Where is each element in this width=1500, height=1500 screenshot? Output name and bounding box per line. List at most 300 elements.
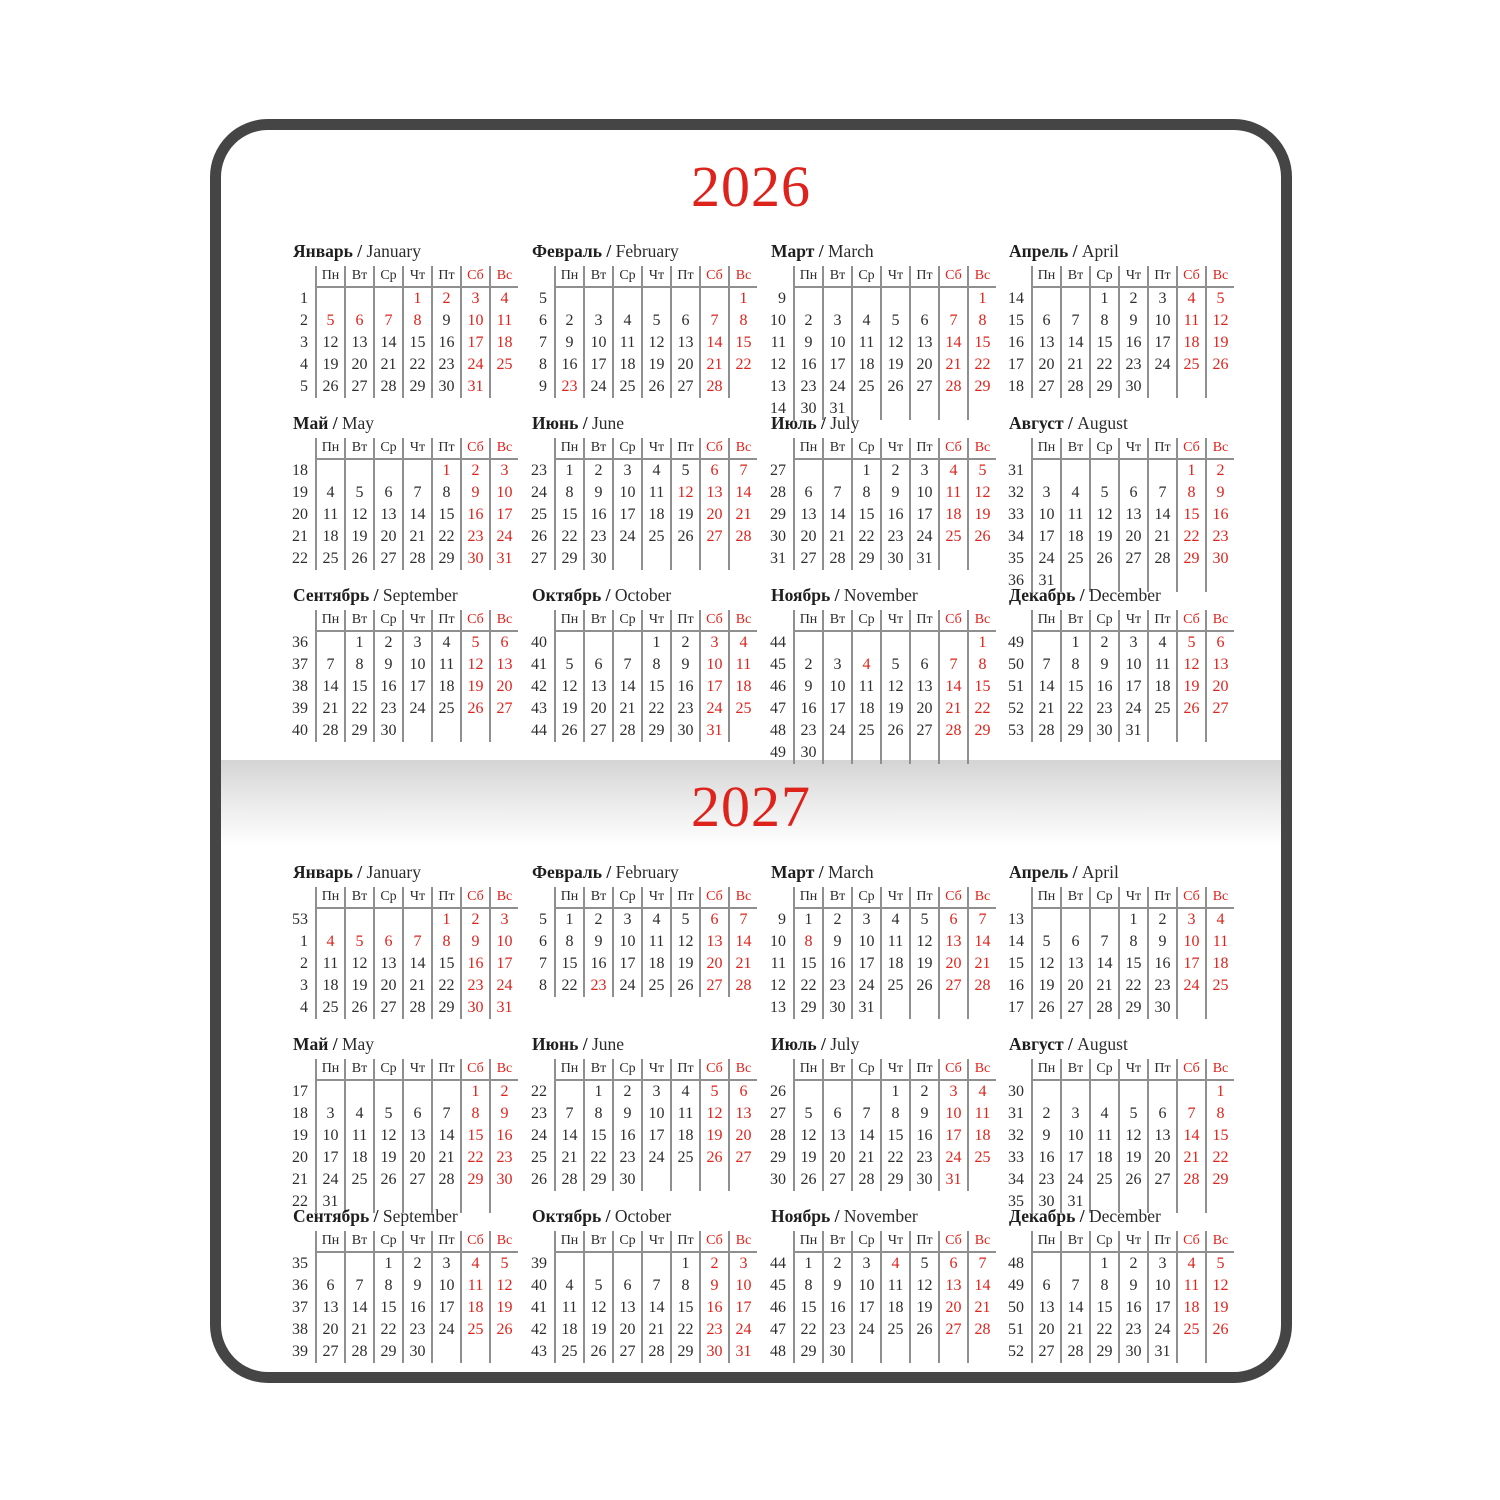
day-cell: 10 [938, 1103, 967, 1125]
day-cell: 3 [822, 654, 851, 676]
weekday-header: Пн [554, 610, 583, 632]
weekday-header: Ср [1089, 266, 1118, 288]
day-cell: 11 [880, 931, 909, 953]
month-title [769, 1033, 996, 1055]
day-cell [1060, 1081, 1089, 1103]
month-april-2027 [1007, 861, 1234, 1019]
day-cell: 26 [1089, 548, 1118, 570]
day-cell: 19 [1089, 526, 1118, 548]
day-cell: 30 [460, 548, 489, 570]
weekday-header: Вс [967, 1231, 996, 1253]
day-cell: 27 [315, 1341, 344, 1363]
day-cell: 1 [431, 909, 460, 931]
week-number: 11 [770, 955, 786, 972]
day-cell: 18 [315, 526, 344, 548]
day-cell: 1 [583, 1081, 612, 1103]
day-cell [793, 460, 822, 482]
week-number: 48 [770, 1343, 786, 1360]
day-cell: 11 [554, 1297, 583, 1319]
day-cell: 3 [1060, 1103, 1089, 1125]
day-cell: 12 [880, 332, 909, 354]
day-cell: 9 [489, 1103, 518, 1125]
week-number: 16 [1008, 334, 1024, 351]
month-grid [291, 266, 518, 398]
day-cell: 19 [909, 953, 938, 975]
week-number: 3 [300, 334, 308, 351]
weekday-header: Ср [851, 1231, 880, 1253]
day-cell [793, 632, 822, 654]
day-cell: 26 [373, 1169, 402, 1191]
day-cell: 10 [431, 1275, 460, 1297]
day-cell: 27 [344, 376, 373, 398]
day-cell: 4 [1147, 632, 1176, 654]
day-cell: 17 [1118, 676, 1147, 698]
month-title [291, 1205, 518, 1227]
week-number: 44 [770, 1255, 786, 1272]
day-cell: 10 [1147, 310, 1176, 332]
day-cell: 3 [1147, 288, 1176, 310]
month-name-en: February [615, 241, 679, 261]
day-cell: 13 [1060, 953, 1089, 975]
day-cell [699, 1169, 728, 1191]
day-cell: 13 [1031, 1297, 1060, 1319]
calendar-sheet [210, 119, 1292, 1383]
day-cell: 20 [938, 1297, 967, 1319]
week-number: 27 [531, 550, 547, 567]
week-number: 19 [292, 484, 308, 501]
month-title-separator: / [578, 413, 592, 433]
day-cell: 19 [1031, 975, 1060, 997]
day-cell [880, 742, 909, 764]
day-cell [315, 1253, 344, 1275]
day-cell: 20 [1118, 526, 1147, 548]
day-cell [967, 1341, 996, 1363]
day-cell [909, 1341, 938, 1363]
day-cell: 18 [1205, 953, 1234, 975]
day-cell: 8 [583, 1103, 612, 1125]
day-cell: 5 [554, 654, 583, 676]
day-cell: 22 [967, 698, 996, 720]
day-cell: 26 [699, 1147, 728, 1169]
day-cell: 26 [583, 1341, 612, 1363]
day-cell: 26 [1205, 1319, 1234, 1341]
week-number-header [769, 887, 793, 909]
weekday-header: Пт [1147, 1231, 1176, 1253]
day-cell: 21 [1031, 698, 1060, 720]
day-cell [460, 720, 489, 742]
day-cell: 23 [1118, 1319, 1147, 1341]
day-cell: 3 [489, 909, 518, 931]
day-cell: 17 [612, 504, 641, 526]
day-cell: 10 [1031, 504, 1060, 526]
day-cell: 5 [373, 1103, 402, 1125]
day-cell: 10 [699, 654, 728, 676]
weekday-header: Сб [460, 610, 489, 632]
weekday-header: Пн [554, 1059, 583, 1081]
weekday-header: Пт [670, 266, 699, 288]
day-cell: 20 [315, 1319, 344, 1341]
month-grid [769, 1231, 996, 1363]
day-cell: 26 [489, 1319, 518, 1341]
weekday-header: Вс [489, 1231, 518, 1253]
day-cell [967, 997, 996, 1019]
week-number: 43 [531, 1343, 547, 1360]
day-cell: 26 [1205, 354, 1234, 376]
day-cell [373, 288, 402, 310]
day-cell: 4 [1176, 288, 1205, 310]
weekday-header: Вт [344, 438, 373, 460]
day-cell: 23 [460, 975, 489, 997]
day-cell: 22 [670, 1319, 699, 1341]
week-number: 45 [770, 656, 786, 673]
month-title-separator: / [814, 862, 828, 882]
day-cell: 16 [431, 332, 460, 354]
day-cell: 5 [315, 310, 344, 332]
day-cell: 20 [822, 1147, 851, 1169]
month-title [1007, 584, 1234, 606]
day-cell: 27 [402, 1169, 431, 1191]
day-cell: 19 [344, 526, 373, 548]
day-cell: 30 [793, 742, 822, 764]
weekday-header: Ср [1089, 1231, 1118, 1253]
month-name-ru: Август [1009, 413, 1064, 433]
weekday-header: Вс [967, 610, 996, 632]
day-cell: 20 [1031, 1319, 1060, 1341]
day-cell: 5 [489, 1253, 518, 1275]
week-number: 29 [770, 506, 786, 523]
day-cell [315, 909, 344, 931]
week-number: 10 [770, 312, 786, 329]
day-cell: 14 [402, 953, 431, 975]
weekday-header: Чт [1118, 1231, 1147, 1253]
day-cell: 13 [1205, 654, 1234, 676]
day-cell: 27 [728, 1147, 757, 1169]
day-cell: 8 [1176, 482, 1205, 504]
day-cell: 14 [1060, 332, 1089, 354]
day-cell: 4 [728, 632, 757, 654]
day-cell: 19 [373, 1147, 402, 1169]
day-cell: 31 [909, 548, 938, 570]
week-number: 22 [531, 1083, 547, 1100]
month-name-en: October [614, 585, 672, 605]
month-title-separator: / [369, 585, 383, 605]
day-cell [554, 288, 583, 310]
week-number: 3 [300, 977, 308, 994]
day-cell: 15 [1205, 1125, 1234, 1147]
weekday-header: Пт [1147, 610, 1176, 632]
day-cell: 27 [489, 698, 518, 720]
week-number: 1 [300, 933, 308, 950]
week-number: 40 [292, 722, 308, 739]
day-cell: 25 [728, 698, 757, 720]
day-cell: 8 [431, 931, 460, 953]
day-cell: 15 [460, 1125, 489, 1147]
month-name-ru: Октябрь [532, 1206, 602, 1226]
day-cell: 3 [938, 1081, 967, 1103]
day-cell: 13 [728, 1103, 757, 1125]
day-cell: 13 [822, 1125, 851, 1147]
day-cell: 7 [344, 1275, 373, 1297]
weekday-header: Пн [1031, 1231, 1060, 1253]
day-cell: 6 [1060, 931, 1089, 953]
weekday-header: Вт [822, 1231, 851, 1253]
day-cell: 12 [670, 931, 699, 953]
month-title [291, 861, 518, 883]
day-cell: 29 [1205, 1169, 1234, 1191]
day-cell: 7 [1060, 310, 1089, 332]
day-cell: 30 [583, 548, 612, 570]
day-cell: 7 [612, 654, 641, 676]
day-cell [373, 460, 402, 482]
month-grid [1007, 438, 1234, 592]
day-cell: 18 [851, 698, 880, 720]
day-cell: 26 [670, 526, 699, 548]
weekday-header: Сб [460, 887, 489, 909]
weekday-header: Чт [1118, 266, 1147, 288]
day-cell: 13 [612, 1297, 641, 1319]
month-december-2026 [1007, 584, 1234, 742]
day-cell: 28 [641, 1341, 670, 1363]
day-cell: 5 [1031, 931, 1060, 953]
month-title [530, 1205, 757, 1227]
day-cell: 12 [699, 1103, 728, 1125]
day-cell: 4 [880, 1253, 909, 1275]
day-cell [1205, 376, 1234, 398]
weekday-header: Пт [1147, 887, 1176, 909]
day-cell: 29 [1089, 1341, 1118, 1363]
day-cell [1147, 1081, 1176, 1103]
day-cell: 18 [344, 1147, 373, 1169]
weekday-header: Сб [1176, 438, 1205, 460]
day-cell: 2 [460, 460, 489, 482]
week-number: 9 [778, 290, 786, 307]
day-cell: 24 [315, 1169, 344, 1191]
day-cell: 15 [728, 332, 757, 354]
weekday-header: Вс [967, 887, 996, 909]
month-march-2026 [769, 240, 996, 420]
day-cell: 3 [728, 1253, 757, 1275]
day-cell: 19 [967, 504, 996, 526]
day-cell: 27 [1031, 376, 1060, 398]
day-cell: 11 [1147, 654, 1176, 676]
day-cell: 24 [612, 526, 641, 548]
day-cell: 20 [612, 1319, 641, 1341]
day-cell: 18 [880, 1297, 909, 1319]
day-cell: 20 [402, 1147, 431, 1169]
day-cell: 5 [670, 460, 699, 482]
day-cell: 31 [315, 1191, 344, 1213]
day-cell: 16 [460, 953, 489, 975]
weekday-header: Пт [431, 1059, 460, 1081]
day-cell [1176, 376, 1205, 398]
day-cell: 10 [1118, 654, 1147, 676]
week-number: 16 [1008, 977, 1024, 994]
weekday-header: Вс [967, 438, 996, 460]
weekday-header: Сб [938, 1059, 967, 1081]
week-number: 5 [539, 911, 547, 928]
day-cell: 1 [967, 632, 996, 654]
day-cell: 6 [699, 909, 728, 931]
day-cell: 28 [938, 376, 967, 398]
day-cell: 14 [822, 504, 851, 526]
day-cell [344, 288, 373, 310]
day-cell: 7 [938, 654, 967, 676]
day-cell [489, 376, 518, 398]
day-cell: 29 [402, 376, 431, 398]
day-cell [851, 288, 880, 310]
week-number: 40 [531, 634, 547, 651]
week-number: 35 [1008, 550, 1024, 567]
day-cell: 17 [489, 953, 518, 975]
month-title-separator: / [328, 413, 342, 433]
day-cell: 15 [344, 676, 373, 698]
day-cell: 20 [909, 698, 938, 720]
weekday-header: Вс [967, 266, 996, 288]
day-cell: 22 [1205, 1147, 1234, 1169]
day-cell: 23 [793, 376, 822, 398]
month-name-ru: Июнь [532, 413, 579, 433]
day-cell: 31 [1147, 1341, 1176, 1363]
day-cell: 8 [344, 654, 373, 676]
weekday-header: Чт [880, 887, 909, 909]
month-title-separator: / [816, 413, 831, 433]
weekday-header: Пн [315, 887, 344, 909]
weekday-header: Вс [489, 887, 518, 909]
month-title [769, 1205, 996, 1227]
day-cell: 29 [880, 1169, 909, 1191]
month-title [291, 240, 518, 262]
day-cell [641, 1253, 670, 1275]
day-cell: 23 [909, 1147, 938, 1169]
day-cell: 5 [1205, 1253, 1234, 1275]
day-cell [554, 1081, 583, 1103]
month-grid [1007, 1059, 1234, 1213]
day-cell: 18 [460, 1297, 489, 1319]
week-number: 53 [1008, 722, 1024, 739]
month-name-ru: Июнь [532, 1034, 579, 1054]
weekday-header: Ср [851, 1059, 880, 1081]
month-title-separator: / [1068, 241, 1082, 261]
day-cell: 20 [909, 354, 938, 376]
day-cell: 20 [938, 953, 967, 975]
day-cell: 20 [489, 676, 518, 698]
week-number-header [769, 610, 793, 632]
day-cell [1176, 997, 1205, 1019]
month-grid [769, 610, 996, 764]
day-cell: 1 [1176, 460, 1205, 482]
month-name-en: November [843, 1206, 918, 1226]
day-cell [489, 1341, 518, 1363]
day-cell: 16 [583, 504, 612, 526]
month-title-separator: / [601, 862, 616, 882]
day-cell: 19 [460, 676, 489, 698]
month-grid [291, 887, 518, 1019]
weekday-header: Пн [793, 1231, 822, 1253]
day-cell: 21 [1147, 526, 1176, 548]
day-cell: 25 [1176, 1319, 1205, 1341]
weekday-header: Пт [670, 1231, 699, 1253]
day-cell [938, 288, 967, 310]
day-cell: 3 [851, 1253, 880, 1275]
day-cell: 16 [1147, 953, 1176, 975]
day-cell: 16 [793, 354, 822, 376]
weekday-header: Сб [938, 887, 967, 909]
day-cell: 28 [1176, 1169, 1205, 1191]
week-number: 39 [292, 1343, 308, 1360]
day-cell: 4 [1060, 482, 1089, 504]
weekday-header: Вс [728, 887, 757, 909]
day-cell [909, 288, 938, 310]
day-cell [967, 742, 996, 764]
month-name-en: September [382, 585, 458, 605]
month-title-separator: / [830, 1206, 844, 1226]
week-number: 39 [292, 700, 308, 717]
day-cell: 14 [967, 931, 996, 953]
day-cell: 21 [373, 354, 402, 376]
day-cell: 10 [1176, 931, 1205, 953]
day-cell: 8 [967, 654, 996, 676]
day-cell: 24 [1060, 1169, 1089, 1191]
weekday-header: Чт [402, 887, 431, 909]
week-number-header [530, 266, 554, 288]
weekday-header: Чт [641, 610, 670, 632]
day-cell: 7 [728, 460, 757, 482]
day-cell [938, 742, 967, 764]
month-grid [530, 1231, 757, 1363]
day-cell: 5 [1205, 288, 1234, 310]
day-cell: 23 [612, 1147, 641, 1169]
weekday-header: Пт [909, 610, 938, 632]
day-cell: 21 [402, 975, 431, 997]
week-number: 45 [770, 1277, 786, 1294]
month-title [530, 412, 757, 434]
day-cell: 29 [641, 720, 670, 742]
day-cell: 30 [460, 997, 489, 1019]
month-july-2027 [769, 1033, 996, 1191]
day-cell: 10 [851, 1275, 880, 1297]
day-cell: 17 [431, 1297, 460, 1319]
weekday-header: Пн [315, 266, 344, 288]
month-name-ru: Декабрь [1009, 1206, 1076, 1226]
week-number: 4 [300, 356, 308, 373]
day-cell: 7 [851, 1103, 880, 1125]
day-cell: 22 [793, 1319, 822, 1341]
day-cell: 19 [880, 354, 909, 376]
weekday-header: Ср [612, 887, 641, 909]
day-cell: 25 [670, 1147, 699, 1169]
day-cell: 15 [373, 1297, 402, 1319]
day-cell: 25 [1089, 1169, 1118, 1191]
day-cell: 18 [641, 953, 670, 975]
day-cell: 7 [728, 909, 757, 931]
weekday-header: Пт [670, 887, 699, 909]
day-cell: 8 [460, 1103, 489, 1125]
day-cell [967, 1169, 996, 1191]
day-cell: 15 [851, 504, 880, 526]
day-cell: 17 [851, 953, 880, 975]
day-cell: 28 [967, 975, 996, 997]
day-cell [880, 1341, 909, 1363]
day-cell: 30 [612, 1169, 641, 1191]
weekday-header: Вт [822, 610, 851, 632]
month-name-en: December [1088, 1206, 1161, 1226]
day-cell: 1 [1118, 909, 1147, 931]
day-cell: 24 [612, 975, 641, 997]
day-cell: 21 [699, 354, 728, 376]
day-cell: 31 [489, 997, 518, 1019]
day-cell: 25 [938, 526, 967, 548]
day-cell: 8 [1089, 1275, 1118, 1297]
